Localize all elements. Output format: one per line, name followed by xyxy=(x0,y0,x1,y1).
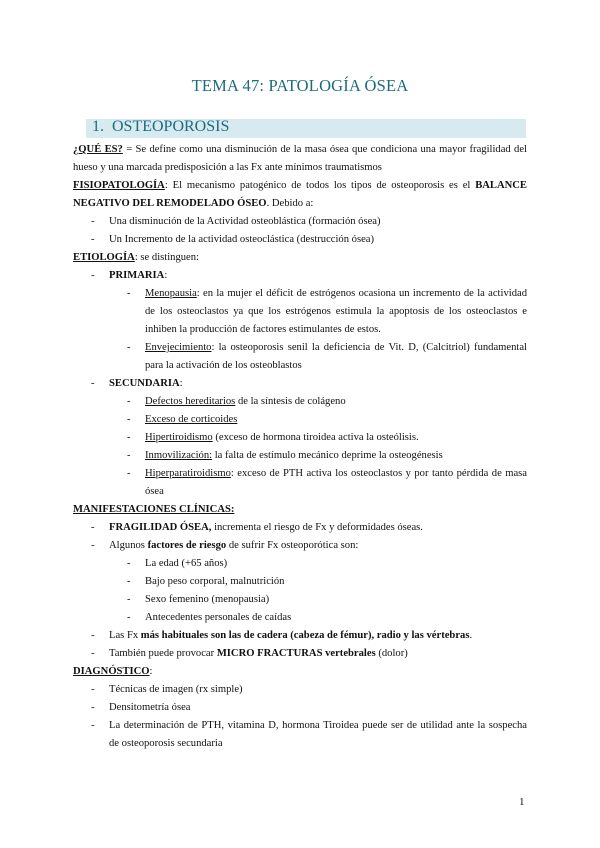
bullet-dash: - xyxy=(127,594,131,605)
secundaria-label: SECUNDARIA xyxy=(109,378,180,389)
fragilidad-text: incrementa el riesgo de Fx y deformidades óseas. xyxy=(211,522,423,533)
sublist-item xyxy=(73,465,527,501)
bullet-dash: - xyxy=(127,612,131,623)
sublist-term: Inmovilización: xyxy=(145,450,213,461)
sublist-text: Antecedentes personales de caídas xyxy=(145,612,292,623)
list-item-text: Técnicas de imagen (rx simple) xyxy=(109,684,243,695)
list-item xyxy=(73,267,527,285)
bullet-dash: - xyxy=(127,576,131,587)
sublist-item xyxy=(73,555,527,573)
list-item xyxy=(73,537,527,555)
diagnostico-heading xyxy=(73,663,527,681)
bullet-dash: - xyxy=(91,216,95,227)
list-item-text: Una disminución de la Actividad osteoblástica (formación ósea) xyxy=(109,216,381,227)
bullet-dash: - xyxy=(127,396,131,407)
sublist-text: Bajo peso corporal, malnutrición xyxy=(145,576,285,587)
que-es-paragraph xyxy=(73,141,527,177)
bullet-dash: - xyxy=(127,288,131,299)
bullet-dash: - xyxy=(91,270,95,281)
fx-post: . xyxy=(469,630,473,641)
list-item-text: La determinación de PTH, vitamina D, hormona Tiroidea puede ser de utilidad ante la sospecha de osteoporosis secundaria xyxy=(109,720,527,749)
list-item xyxy=(73,681,527,699)
bullet-dash: - xyxy=(127,450,131,461)
sublist-item xyxy=(73,573,527,591)
page-number: 1 xyxy=(519,796,525,808)
fisiopatologia-paragraph xyxy=(73,177,527,213)
fragilidad-bold: FRAGILIDAD ÓSEA, xyxy=(109,522,212,533)
list-item xyxy=(73,717,527,753)
manifestaciones-label: MANIFESTACIONES CLÍNICAS: xyxy=(73,504,235,515)
sublist-text: : en la mujer el déficit de estrógenos ocasiona un incremento de la actividad de los osteoclastos ya que los estrógenos estimula la apoptosis de los osteoclastos e inhiben la producción de factores estimulantes de estos. xyxy=(145,288,527,335)
bullet-dash: - xyxy=(91,378,95,389)
sublist-item xyxy=(73,285,527,339)
sublist-text: la falta de estímulo mecánico deprime la osteogénesis xyxy=(212,450,443,461)
micro-bold: MICRO FRACTURAS vertebrales xyxy=(216,648,376,659)
list-item xyxy=(73,645,527,663)
sublist-term: Exceso de corticoides xyxy=(145,414,238,425)
sublist-item xyxy=(73,591,527,609)
factores-bold: factores de riesgo xyxy=(147,540,227,551)
sublist-text: Sexo femenino (menopausia) xyxy=(145,594,270,605)
section-title: OSTEOPOROSIS xyxy=(112,118,230,135)
sublist-term: Menopausia xyxy=(145,288,197,299)
bullet-dash: - xyxy=(91,684,95,695)
sublist-term: Envejecimiento xyxy=(145,342,212,353)
primaria-label: PRIMARIA xyxy=(109,270,165,281)
sublist-term: Hiperparatiroidismo xyxy=(145,468,231,479)
bullet-dash: - xyxy=(127,342,131,353)
bullet-dash: - xyxy=(91,522,95,533)
list-item xyxy=(73,213,527,231)
factores-pre: Algunos xyxy=(109,540,148,551)
sublist-text: La edad (+65 años) xyxy=(145,558,228,569)
list-item xyxy=(73,699,527,717)
fisiopatologia-label: FISIOPATOLOGÍA xyxy=(73,180,165,191)
sublist-item xyxy=(73,393,527,411)
manifestaciones-heading xyxy=(73,501,527,519)
sublist-item xyxy=(73,447,527,465)
list-item xyxy=(73,231,527,249)
bullet-dash: - xyxy=(127,468,131,479)
bullet-dash: - xyxy=(127,432,131,443)
fisiopatologia-bold: BALANCE NEGATIVO DEL REMODELADO ÓSEO xyxy=(73,180,527,209)
sublist-item xyxy=(73,339,527,375)
sublist-term: Defectos hereditarios xyxy=(145,396,236,407)
que-es-text: = Se define como una disminución de la masa ósea que condiciona una mayor fragilidad del hueso y una marcada predisposición a las Fx ante mínimos traumatismos xyxy=(73,144,527,173)
list-item xyxy=(73,519,527,537)
bullet-dash: - xyxy=(127,558,131,569)
list-item-text: Un Incremento de la actividad osteoclástica (destrucción ósea) xyxy=(109,234,375,245)
fx-bold: más habituales son las de cadera (cabeza de fémur), radio y las vértebras xyxy=(140,630,470,641)
section-heading xyxy=(92,118,229,136)
bullet-dash: - xyxy=(91,540,95,551)
factores-post: de sufrir Fx osteoporótica son: xyxy=(226,540,359,551)
document-body xyxy=(73,141,527,753)
list-item xyxy=(73,627,527,645)
bullet-dash: - xyxy=(91,234,95,245)
sublist-text: de la síntesis de colágeno xyxy=(235,396,346,407)
fisiopatologia-text: : El mecanismo patogénico de todos los tipos de osteoporosis es el xyxy=(164,180,476,191)
bullet-dash: - xyxy=(127,414,131,425)
fisiopatologia-text-end: . Debido a: xyxy=(266,198,314,209)
primaria-colon: : xyxy=(164,270,168,281)
sublist-text: : la osteoporosis senil la deficiencia de Vit. D, (Calcitriol) fundamental para la activación de los osteoblastos xyxy=(145,342,527,371)
diagnostico-label: DIAGNÓSTICO xyxy=(73,666,150,677)
fx-pre: Las Fx xyxy=(109,630,141,641)
list-item-text: Densitometría ósea xyxy=(109,702,191,713)
bullet-dash: - xyxy=(91,648,95,659)
sublist-item xyxy=(73,609,527,627)
list-item xyxy=(73,375,527,393)
etiologia-text: : se distinguen: xyxy=(134,252,199,263)
sublist-text: (exceso de hormona tiroidea activa la osteólisis. xyxy=(212,432,419,443)
sublist-item xyxy=(73,429,527,447)
section-number: 1. xyxy=(92,118,104,135)
etiologia-paragraph xyxy=(73,249,527,267)
bullet-dash: - xyxy=(91,702,95,713)
secundaria-colon: : xyxy=(179,378,183,389)
diagnostico-colon: : xyxy=(149,666,153,677)
micro-pre: También puede provocar xyxy=(109,648,217,659)
sublist-text: : exceso de PTH activa los osteoclastos y por tanto pérdida de masa ósea xyxy=(145,468,527,497)
bullet-dash: - xyxy=(91,720,95,731)
sublist-item xyxy=(73,411,527,429)
micro-post: (dolor) xyxy=(375,648,408,659)
que-es-label: ¿QUÉ ES? xyxy=(73,144,123,155)
etiologia-label: ETIOLOGÍA xyxy=(73,252,135,263)
bullet-dash: - xyxy=(91,630,95,641)
document-title: TEMA 47: PATOLOGÍA ÓSEA xyxy=(191,76,409,95)
sublist-term: Hipertiroidismo xyxy=(145,432,213,443)
